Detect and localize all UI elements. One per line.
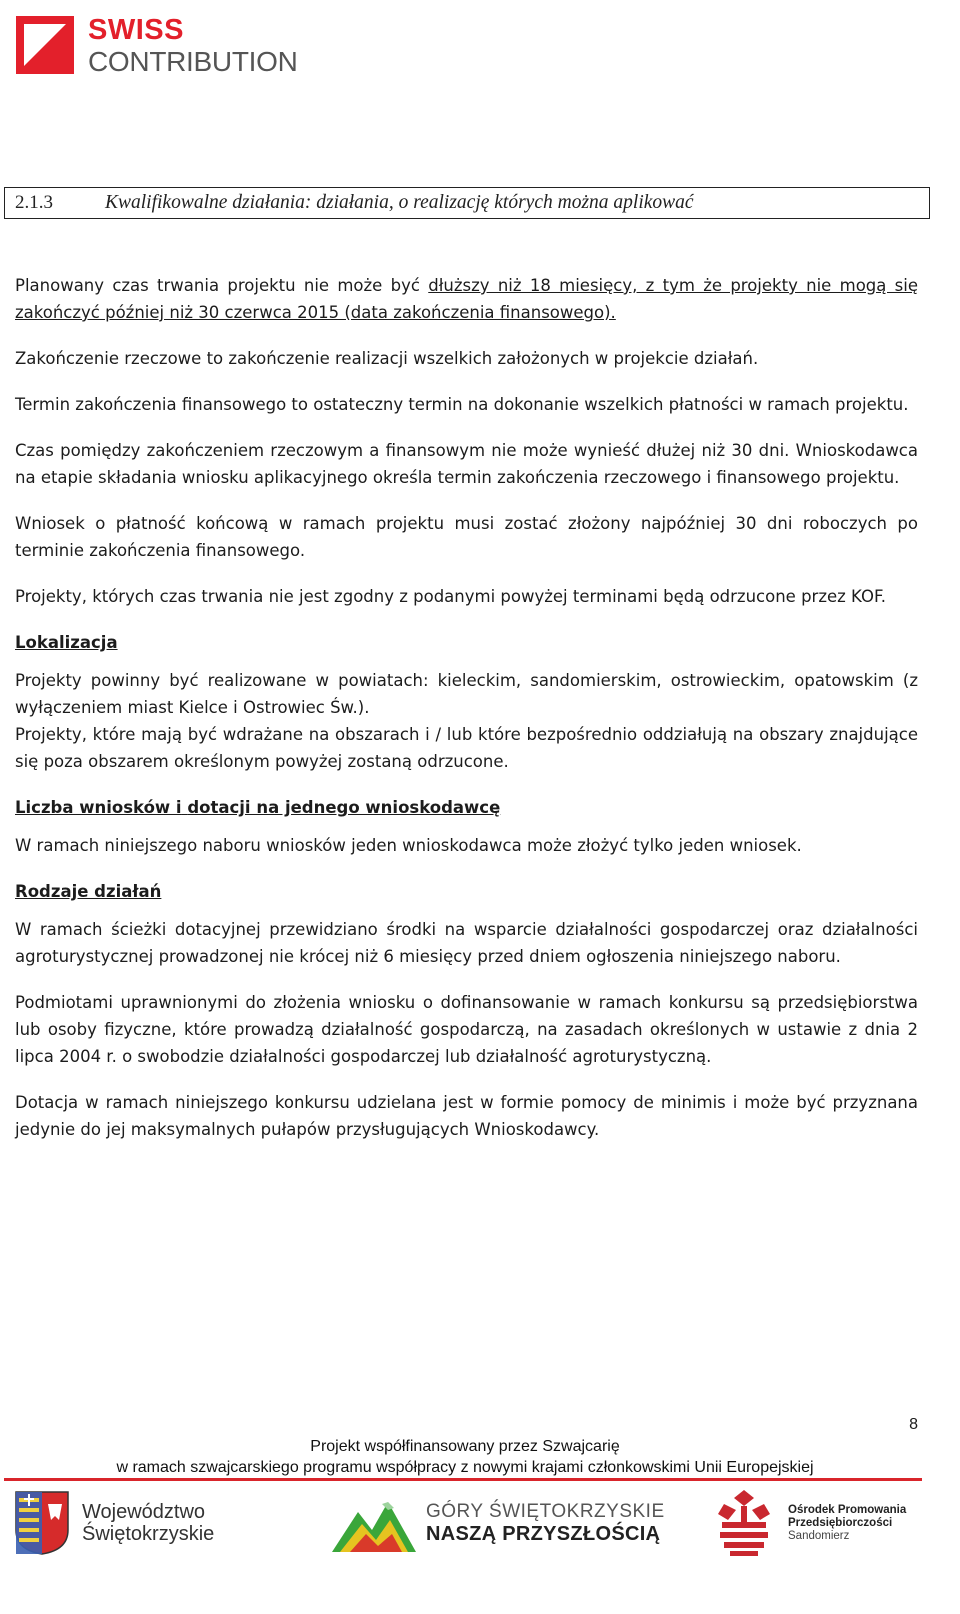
- logo-gory-line1: GÓRY ŚWIĘTOKRZYSKIE: [426, 1501, 665, 1522]
- logo-gory-swietokrzyskie: [332, 1490, 665, 1556]
- logo-contribution-text: CONTRIBUTION: [88, 46, 298, 77]
- logo-woj-line2: Świętokrzyskie: [82, 1523, 215, 1545]
- heading-part: dotacji na jednego wnioskodawcę: [187, 798, 501, 817]
- paragraph-one-application: W ramach niniejszego naboru wniosków jeden wnioskodawca może złożyć tylko jeden wniosek.: [15, 836, 802, 855]
- paragraph-location-rejection: Projekty, które mają być wdrażane na obszarach i / lub które bezpośrednio oddziałują na obszary znajdujące się poza obszarem określonym powyżej zostaną odrzucone.: [15, 725, 918, 771]
- paragraph-location: Projekty powinny być realizowane w powiatach: kieleckim, sandomierskim, ostrowieckim, opatowskim (z wyłączeniem miast Kielce i Ostrowiec Św.).: [15, 671, 918, 717]
- logo-osrodek-promowania: [714, 1488, 906, 1558]
- swiss-flag-icon: [16, 16, 74, 74]
- footer-line-1: Projekt współfinansowany przez Szwajcarię: [310, 1438, 620, 1455]
- document-body: [15, 272, 918, 1162]
- section-heading: [4, 187, 930, 219]
- footer-logos: [0, 1486, 960, 1566]
- logo-opp-line1: Ośrodek Promowania: [788, 1503, 907, 1516]
- paragraph-de-minimis: Dotacja w ramach niniejszego konkursu udzielana jest w formie pomocy de minimis i może być przyznana jedynie do jej maksymalnych pułapów przysługujących Wnioskodawcy.: [15, 1093, 918, 1139]
- paragraph-financial-completion: Termin zakończenia finansowego to ostateczny termin na dokonanie wszelkich płatności w ramach projektu.: [15, 395, 909, 414]
- mountains-icon: [332, 1490, 416, 1556]
- heading-part: Liczba wniosków i: [15, 798, 182, 817]
- paragraph-final-payment: Wniosek o płatność końcową w ramach projektu musi zostać złożony najpóźniej 30 dni roboczych po terminie zakończenia finansowego.: [15, 514, 918, 560]
- swiss-contribution-logo: [16, 16, 298, 76]
- paragraph-text: Planowany czas trwania projektu nie może być: [15, 276, 429, 295]
- paragraph-rejection: Projekty, których czas trwania nie jest zgodny z podanymi powyżej terminami będą odrzucone przez KOF.: [15, 587, 887, 606]
- underlined-deadline: dłuższy niż 18 miesięcy, z tym że projekty nie mogą się zakończyć później niż 30 czerwca 2015 (data zakończenia finansowego).: [15, 276, 919, 322]
- paragraph-duration: [15, 272, 918, 326]
- footer-line-2: w ramach szwajcarskiego programu współpracy z nowymi krajami członkowskimi Unii Europejskiej: [116, 1459, 814, 1476]
- logo-opp-line2: Przedsiębiorczości: [788, 1516, 893, 1529]
- logo-woj-line1: Województwo: [82, 1501, 206, 1523]
- page-number: 8: [909, 1416, 918, 1433]
- footer-cofinancing-text: [0, 1436, 930, 1478]
- opp-emblem-icon: [714, 1488, 774, 1558]
- footer-divider: [4, 1478, 922, 1481]
- logo-opp-line3: Sandomierz: [788, 1529, 850, 1542]
- heading-liczba-wnioskow: [15, 794, 918, 821]
- logo-gory-line2: NASZĄ PRZYSZŁOŚCIĄ: [426, 1523, 661, 1545]
- logo-wojewodztwo: [14, 1490, 214, 1556]
- heading-lokalizacja: Lokalizacja: [15, 633, 118, 652]
- paragraph-eligible-entities: Podmiotami uprawnionymi do złożenia wniosku o dofinansowanie w ramach konkursu są przedsiębiorstwa lub osoby fizyczne, które prowadzą działalność gospodarczą, na zasadach określonych w ustawie z dnia 2 lipca 2004 r. o swobodzie działalności gospodarczej lub działalność agroturystyczną.: [15, 993, 918, 1066]
- section-title: Kwalifikowalne działania: działania, o realizację których można aplikować: [105, 192, 694, 213]
- paragraph-grant-path: W ramach ścieżki dotacyjnej przewidziano środki na wsparcie działalności gospodarczej oraz działalności agroturystycznej prowadzonej nie krócej niż 6 miesięcy przed dniem ogłoszenia niniejszego naboru.: [15, 920, 918, 966]
- paragraph-time-between: Czas pomiędzy zakończeniem rzeczowym a finansowym nie może wynieść dłużej niż 30 dni. Wnioskodawca na etapie składania wniosku aplikacyjnego określa termin zakończenia rzeczowego i finansowego projektu.: [15, 441, 918, 487]
- paragraph-physical-completion: Zakończenie rzeczowe to zakończenie realizacji wszelkich założonych w projekcie działań.: [15, 349, 759, 368]
- heading-rodzaje-dzialan: Rodzaje działań: [15, 882, 162, 901]
- coat-of-arms-icon: [14, 1490, 70, 1556]
- logo-swiss-text: SWISS: [88, 14, 184, 46]
- section-number: 2.1.3: [15, 192, 53, 213]
